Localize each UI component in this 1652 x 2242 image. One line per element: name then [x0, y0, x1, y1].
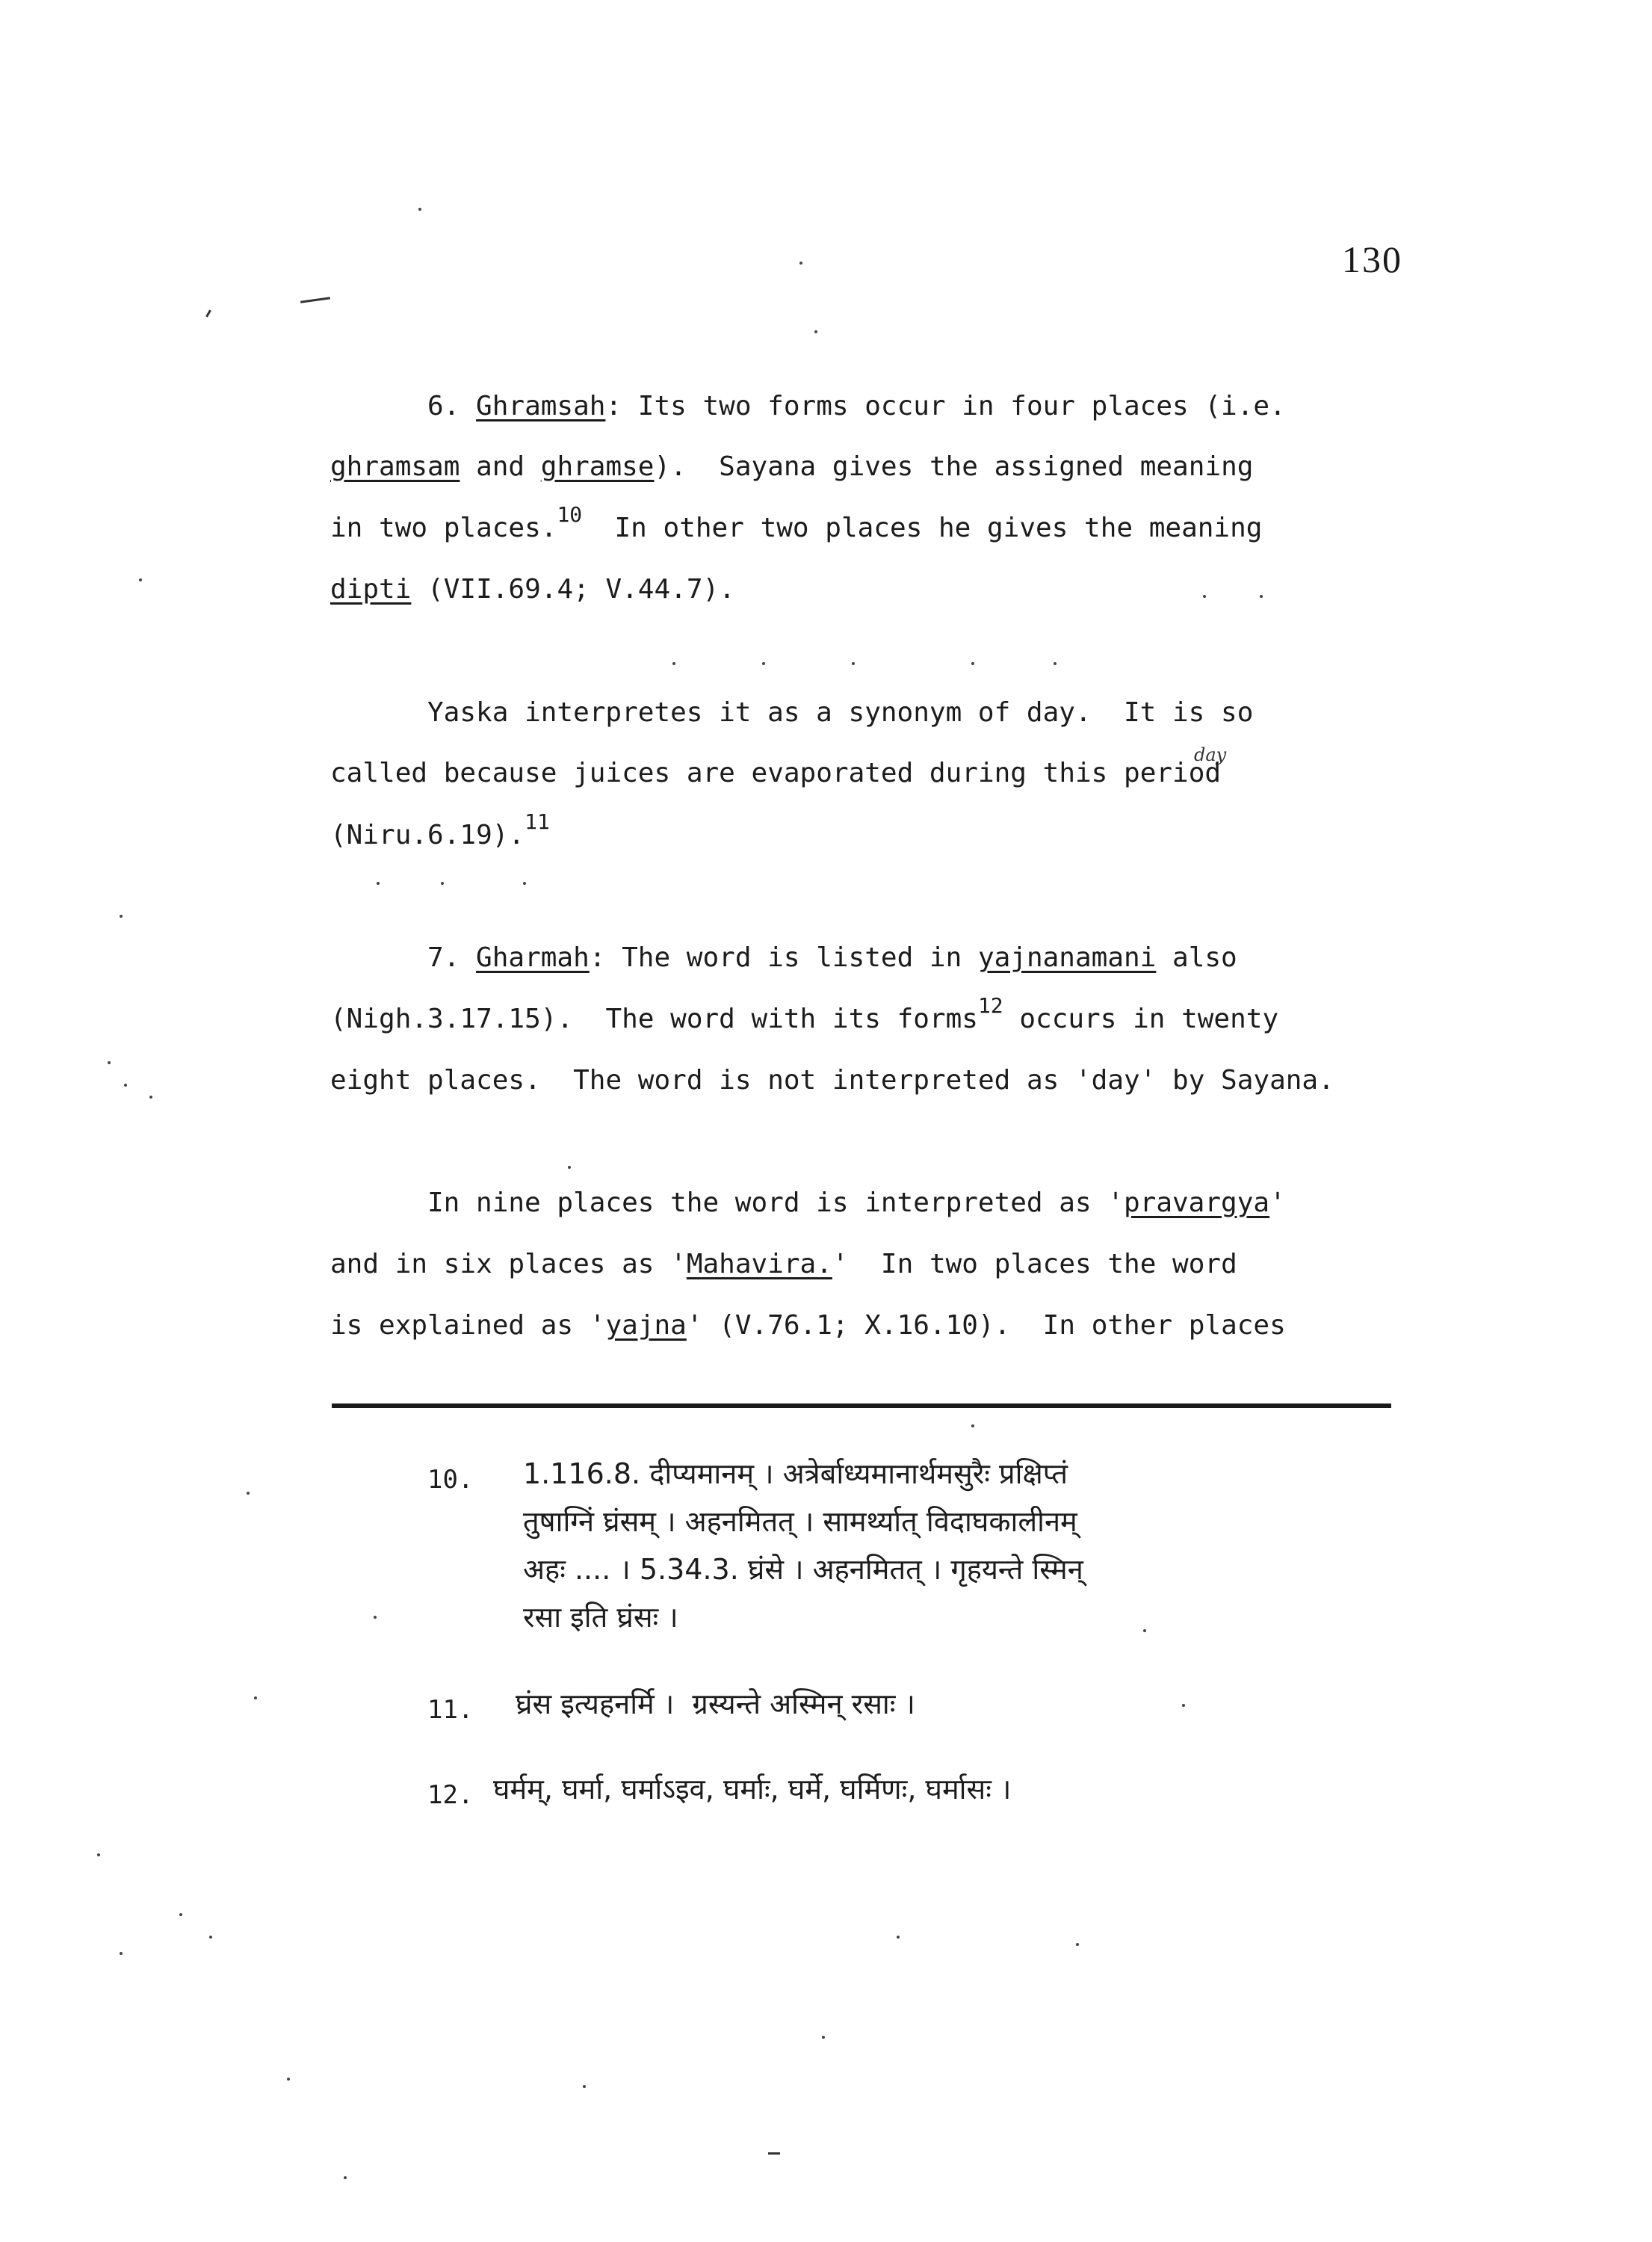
- scan-speck: [139, 578, 142, 581]
- para2-line2: called because juices are evaporated during this period: [330, 758, 1222, 788]
- para3-term2: yajnanamani: [977, 942, 1157, 973]
- para1-line3: [330, 502, 1263, 546]
- para4-term2: Mahavira.: [686, 1249, 832, 1279]
- scan-speck: [971, 1424, 974, 1427]
- footnote-10-line3: अहः .... । 5.34.3. घ्रंसे । अहनमितत् । गृहयन्ते स्मिन्: [523, 1553, 1083, 1586]
- para1-form3: dipti: [330, 574, 412, 605]
- para4-term3: yajna: [605, 1310, 687, 1341]
- scan-speck: [1076, 1943, 1079, 1946]
- scan-speck: [1182, 1704, 1185, 1707]
- para1-line1: [427, 389, 1286, 424]
- scan-speck: [822, 2036, 825, 2039]
- para3-term: Gharmah: [476, 942, 590, 973]
- scan-speck: [762, 662, 765, 665]
- scan-speck: [120, 915, 123, 918]
- footnote-10-line2: तुषाग्निं घ्रंसम् । अहनमितत् । सामर्थ्यात् विदाघकालीनम्: [523, 1505, 1077, 1538]
- para4-line2: [330, 1247, 1237, 1282]
- para3-text2: (Nigh.3.17.15). The word with its forms: [330, 1004, 978, 1034]
- para4-line1: [427, 1185, 1286, 1221]
- scan-speck: [254, 1696, 257, 1699]
- para3-text2b: occurs in twenty: [1003, 1004, 1279, 1034]
- para4-text3c: ' (V.76.1; X.16.10). In other places: [686, 1310, 1286, 1341]
- footnote-12-number: 12.: [427, 1780, 474, 1810]
- para3-line2: [330, 993, 1279, 1037]
- scan-speck: [209, 1936, 212, 1939]
- scan-speck: [814, 330, 817, 333]
- scan-speck: [852, 662, 855, 665]
- scan-speck: [672, 662, 675, 665]
- handwritten-correction: day: [1194, 744, 1227, 765]
- footnote-10-line4: रसा इति घ्रंसः ।: [523, 1601, 678, 1634]
- para4-term1: pravargya: [1123, 1188, 1270, 1218]
- para2-text3: (Niru.6.19).: [330, 820, 525, 850]
- scan-mark: [768, 2152, 780, 2155]
- scan-mark: [205, 309, 211, 317]
- scan-speck: [441, 882, 444, 885]
- scan-speck: [108, 1061, 111, 1064]
- scan-mark: [300, 297, 330, 303]
- scan-speck: [97, 1853, 100, 1856]
- scan-speck: [583, 2085, 586, 2088]
- para1-form1: ghramsam: [330, 451, 460, 482]
- para1-num: 6.: [427, 391, 460, 421]
- scan-speck: [287, 2078, 290, 2081]
- para3-line1: [427, 940, 1237, 976]
- para2-line1: Yaska interpretes it as a synonym of day. It is so: [427, 697, 1254, 728]
- para1-text3: in two places.: [330, 513, 557, 543]
- para1-text5: (VII.69.4; V.44.7).: [411, 574, 735, 605]
- para3-text1c: also: [1156, 942, 1237, 973]
- footnote-ref-12[interactable]: 12: [977, 993, 1003, 1018]
- scan-speck: [1054, 662, 1057, 665]
- para1-form2: ghramse: [540, 451, 655, 482]
- scan-speck: [1260, 595, 1263, 598]
- scan-speck: [374, 1616, 377, 1619]
- scan-speck: [1143, 1629, 1146, 1632]
- para4-text3a: is explained as ': [330, 1310, 606, 1341]
- para1-line4: [330, 572, 735, 608]
- scan-speck: [799, 262, 802, 265]
- para1-term: Ghramsah: [476, 391, 606, 421]
- scan-speck: [124, 1084, 127, 1087]
- scan-speck: [897, 1936, 900, 1939]
- para4-text1c: ': [1269, 1188, 1286, 1218]
- scan-speck: [247, 1492, 250, 1495]
- scan-speck: [377, 882, 380, 885]
- footnote-ref-10[interactable]: 10: [557, 502, 583, 527]
- page-number: 130: [1342, 238, 1402, 280]
- para2-line3: [330, 809, 550, 853]
- para4-line3: [330, 1308, 1286, 1344]
- scan-speck: [149, 1096, 152, 1099]
- para3-text1: : The word is listed in: [589, 942, 978, 973]
- footnote-ref-11[interactable]: 11: [525, 809, 550, 834]
- scan-speck: [120, 1952, 123, 1955]
- para1-text1: : Its two forms occur in four places (i.e.: [605, 391, 1286, 421]
- para4-text2c: ' In two places the word: [832, 1249, 1237, 1279]
- scan-speck: [418, 208, 421, 211]
- para3-num: 7.: [427, 942, 460, 973]
- para1-text2: ). Sayana gives the assigned meaning: [654, 451, 1254, 482]
- scan-speck: [568, 1166, 571, 1169]
- footnote-11-line1: घ्रंस इत्यहनर्मि । ग्रस्यन्ते अस्मिन् रसाः ।: [516, 1687, 915, 1720]
- scan-speck: [344, 2176, 347, 2179]
- para4-text2a: and in six places as ': [330, 1249, 687, 1279]
- scan-speck: [523, 882, 526, 885]
- scan-speck: [179, 1913, 182, 1916]
- para1-text4: In other two places he gives the meaning: [582, 513, 1263, 543]
- footnote-12-line1: घर्मम्, घर्मा, घर्माऽइव, घर्माः, घर्मे, घर्मिणः, घर्मासः ।: [493, 1773, 1012, 1806]
- para3-line3: eight places. The word is not interpreted as 'day' by Sayana.: [330, 1065, 1334, 1096]
- footnote-10-number: 10.: [427, 1465, 474, 1495]
- para1-line2: [330, 449, 1253, 485]
- footnote-separator: [332, 1403, 1391, 1408]
- footnote-10-line1: 1.116.8. दीप्यमानम् । अत्रेर्बाध्यमानार्थमसुरैः प्रक्षिप्तं: [523, 1457, 1068, 1490]
- scan-speck: [971, 662, 974, 665]
- scan-speck: [1203, 595, 1206, 598]
- para1-and: and: [460, 451, 541, 482]
- footnote-11-number: 11.: [427, 1695, 474, 1725]
- para4-text1a: In nine places the word is interpreted as ': [427, 1188, 1124, 1218]
